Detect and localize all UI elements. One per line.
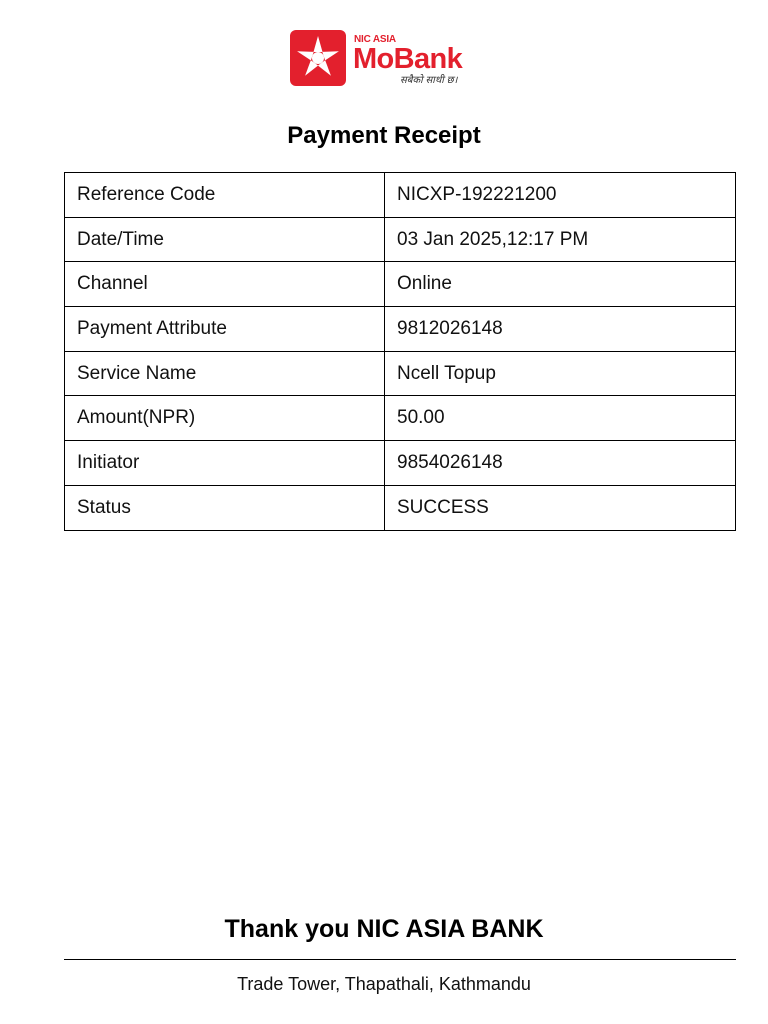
- row-label: Payment Attribute: [65, 307, 385, 352]
- thank-you-message: Thank you NIC ASIA BANK: [224, 915, 544, 943]
- row-label: Status: [65, 485, 385, 530]
- star-logo-icon: [290, 30, 346, 86]
- logo-small-text: NIC ASIA: [354, 34, 396, 45]
- table-row: [65, 396, 736, 441]
- row-value: 9854026148: [385, 441, 736, 486]
- logo-tagline: सबैको साथी छ।: [400, 75, 458, 86]
- table-row: [65, 351, 736, 396]
- bank-logo: [290, 30, 490, 88]
- row-value: 9812026148: [385, 307, 736, 352]
- row-label: Initiator: [65, 441, 385, 486]
- row-value: NICXP-192221200: [385, 173, 736, 218]
- row-label: Channel: [65, 262, 385, 307]
- table-row: [65, 441, 736, 486]
- logo-brand-name: MoBank: [353, 43, 463, 75]
- bank-address: Trade Tower, Thapathali, Kathmandu: [237, 974, 531, 994]
- table-row: [65, 307, 736, 352]
- receipt-title: Payment Receipt: [287, 122, 481, 149]
- row-value: 03 Jan 2025,12:17 PM: [385, 217, 736, 262]
- row-label: Date/Time: [65, 217, 385, 262]
- receipt-table: [64, 172, 736, 531]
- row-value: Ncell Topup: [385, 351, 736, 396]
- table-row: [65, 217, 736, 262]
- row-label: Service Name: [65, 351, 385, 396]
- table-row: [65, 173, 736, 218]
- footer-divider: [64, 959, 736, 960]
- row-value: 50.00: [385, 396, 736, 441]
- row-label: Reference Code: [65, 173, 385, 218]
- row-value: Online: [385, 262, 736, 307]
- status-value: SUCCESS: [385, 485, 736, 530]
- row-label: Amount(NPR): [65, 396, 385, 441]
- table-row: [65, 262, 736, 307]
- table-row: [65, 485, 736, 530]
